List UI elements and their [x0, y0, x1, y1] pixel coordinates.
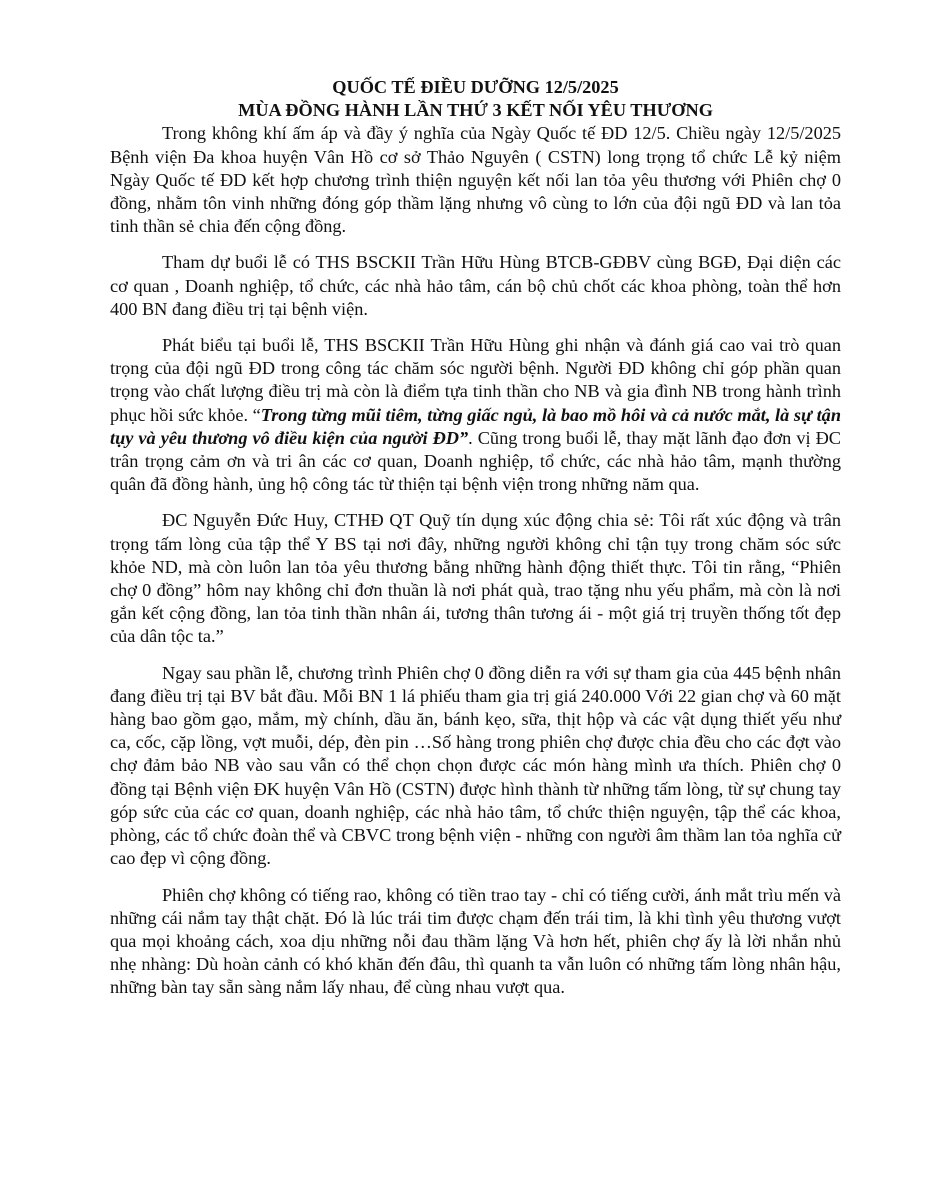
document-title-line-2: MÙA ĐỒNG HÀNH LẦN THỨ 3 KẾT NỐI YÊU THƯƠNG: [238, 100, 713, 121]
paragraph-attendees: Tham dự buổi lễ có THS BSCKII Trần Hữu Hùng BTCB-GĐBV cùng BGĐ, Đại diện các cơ quan , Doanh nghiệp, tổ chức, các nhà hảo tâm, cán bộ chủ chốt các khoa phòng, toàn thể hơn 400 BN đang điều trị tại bệnh viện.: [110, 252, 841, 319]
paragraph-market-details: Ngay sau phần lễ, chương trình Phiên chợ 0 đồng diễn ra với sự tham gia của 445 bệnh nhân đang điều trị tại BV bắt đầu. Mỗi BN 1 lá phiếu tham gia trị giá 240.000 Với 22 gian chợ và 60 mặt hàng bao gồm gạo, mắm, mỳ chính, dầu ăn, bánh kẹo, sữa, thịt hộp và các vật dụng thiết yếu như ca, cốc, cặp lồng, vợt muỗi, dép, đèn pin …Số hàng trong phiên chợ được chia đều cho các đợt vào chợ đảm bảo NB vào sau vẫn có thể chọn chọn được các món hàng mình ưa thích. Phiên chợ 0 đồng tại Bệnh viện ĐK huyện Vân Hồ (CSTN) được hình thành từ những tấm lòng, từ sự chung tay góp sức của các cơ quan, doanh nghiệp, các nhà hảo tâm, tổ chức thiện nguyện, tập thể các khoa, phòng, các tổ chức đoàn thể và CBVC trong bệnh viện - những con người âm thầm lan tỏa nghĩa cử cao đẹp vì cộng đồng.: [110, 662, 841, 869]
paragraph-speech: [110, 334, 841, 496]
paragraph-closing: Phiên chợ không có tiếng rao, không có tiền trao tay - chỉ có tiếng cười, ánh mắt trìu mến và những cái nắm tay thật chặt. Đó là lúc trái tim được chạm đến trái tim, là khi tình yêu thương vượt qua mọi khoảng cách, xoa dịu những nỗi đau thầm lặng Và hơn hết, phiên chợ ấy là lời nhắn nhủ nhẹ nhàng: Dù hoàn cảnh có khó khăn đến đâu, thì quanh ta vẫn luôn có những tấm lòng nhân hậu, những bàn tay sẵn sàng nắm lấy nhau, để cùng nhau vượt qua.: [110, 884, 841, 998]
paragraph-sponsor-speech: ĐC Nguyễn Đức Huy, CTHĐ QT Quỹ tín dụng xúc động chia sẻ: Tôi rất xúc động và trân trọng tấm lòng của tập thể Y BS tại nơi đây, những người không chỉ tận tụy trong chăm sóc sức khỏe ND, mà còn luôn lan tỏa yêu thương bằng những hành động thiết thực. Tôi tin rằng, “Phiên chợ 0 đồng” hôm nay không chỉ đơn thuần là nơi phát quà, trao tặng nhu yếu phẩm, mà còn là nơi gắn kết cộng đồng, lan tỏa tinh thần nhân ái, tương thân tương ái - một giá trị truyền thống tốt đẹp của dân tộc ta.”: [110, 510, 841, 647]
speech-text-before-quote: Phát biểu tại buổi lễ, THS BSCKII Trần Hữu Hùng ghi nhận và đánh giá cao vai trò quan trọng của đội ngũ ĐD trong công tác chăm sóc người bệnh. Người ĐD không chỉ góp phần quan trọng vào chất lượng điều trị mà còn là điểm tựa tinh thần cho NB và gia đình NB trong hành trình phục hồi sức khỏe. “: [110, 335, 841, 425]
document-page: [110, 76, 841, 1013]
speech-quote: Trong từng mũi tiêm, từng giấc ngủ, là bao mồ hôi và cả nước mắt, là sự tận tụy và yêu thương vô điều kiện của người ĐD”: [110, 404, 841, 448]
speech-text-after-quote: . Cũng trong buổi lễ, thay mặt lãnh đạo đơn vị ĐC trân trọng cảm ơn và tri ân các cơ quan, Doanh nghiệp, tổ chức, các nhà hảo tâm, mạnh thường quân đã đồng hành, ủng hộ công tác từ thiện tại bệnh viện trong những năm qua.: [110, 427, 841, 495]
paragraph-intro: Trong không khí ấm áp và đầy ý nghĩa của Ngày Quốc tế ĐD 12/5. Chiều ngày 12/5/2025 Bệnh viện Đa khoa huyện Vân Hồ cơ sở Thảo Nguyên ( CSTN) long trọng tổ chức Lễ kỷ niệm Ngày Quốc tế ĐD kết hợp chương trình thiện nguyện kết nối lan tỏa yêu thương với Phiên chợ 0 đồng, nhằm tôn vinh những đóng góp thầm lặng nhưng vô cùng to lớn của đội ngũ ĐD và lan tỏa tinh thần sẻ chia đến cộng đồng.: [110, 123, 841, 237]
document-title-line-1: QUỐC TẾ ĐIỀU DƯỠNG 12/5/2025: [332, 77, 619, 97]
